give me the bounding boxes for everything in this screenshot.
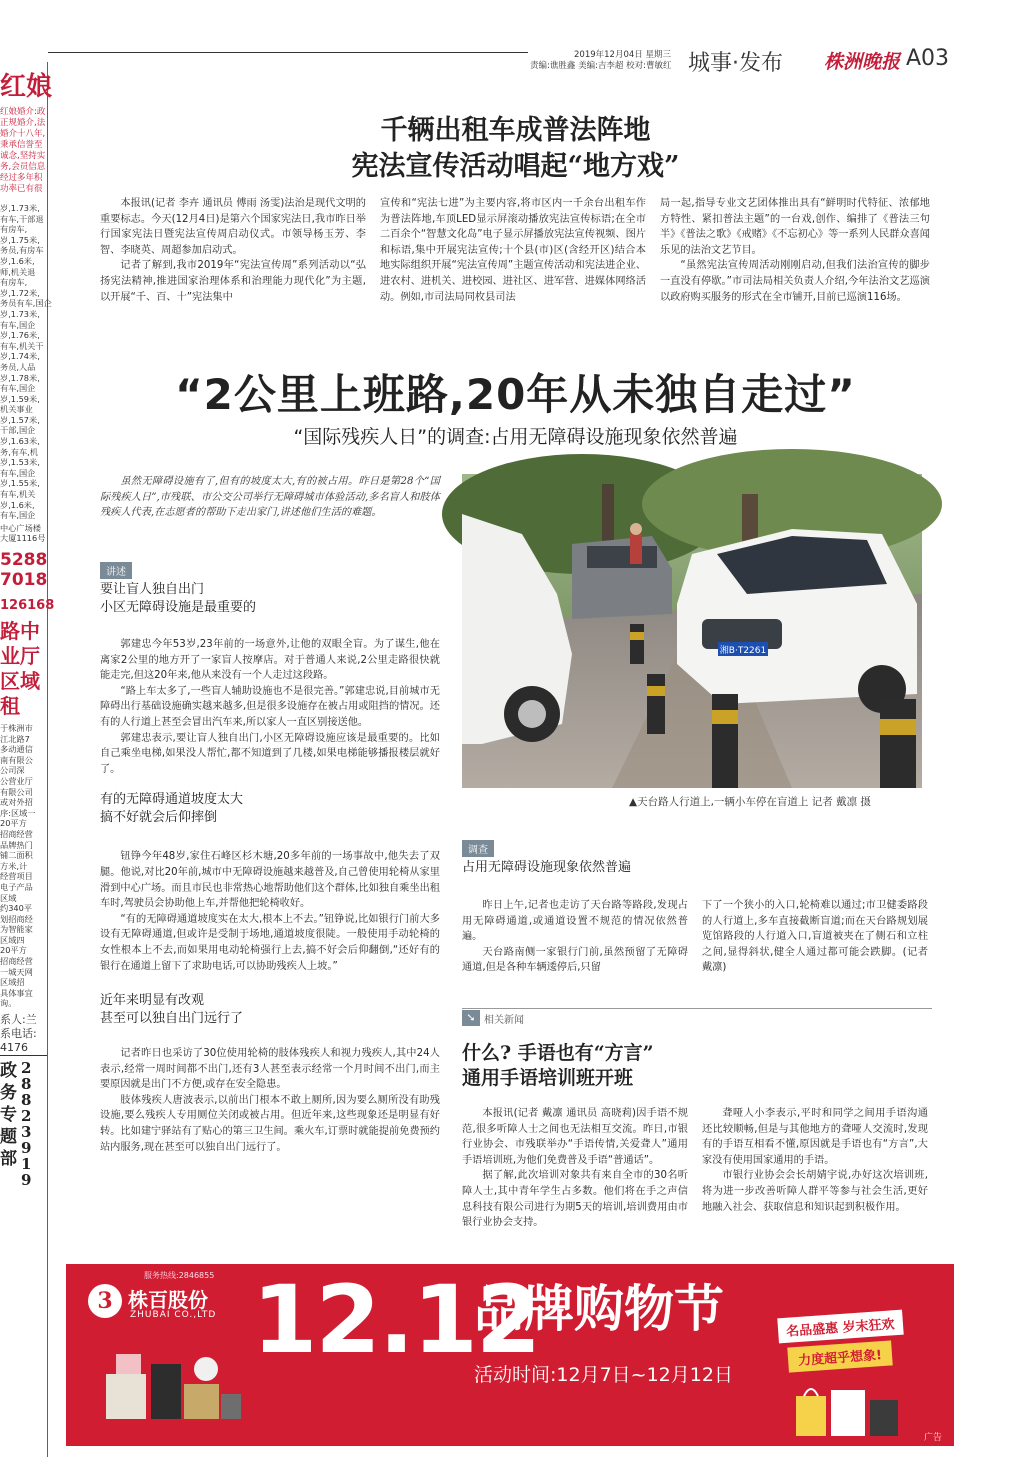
article3-tag: 相关新闻 xyxy=(484,1014,524,1026)
strip-body-line: 机关事业 xyxy=(0,404,33,415)
strip-body-line: 岁,1.72米, xyxy=(0,287,40,298)
strip-body2-line: 区域 xyxy=(0,892,17,903)
strip-red-line: 秉承信誉至 xyxy=(0,140,43,150)
strip-vertical-b-char: 9 xyxy=(21,1171,32,1190)
article2-intro: 虽然无障碍设施有了,但有的坡度太大,有的被占用。昨日是第28个“国际残疾人日”,市残联、市公交公司举行无障碍城市体验活动,多名盲人和肢体残疾人代表,在志愿者的帮助下走出家门,讲述他们生活的难题。 xyxy=(100,476,440,519)
strip-body2-line: 公司深 xyxy=(0,765,25,776)
ad-brand-cn: 株百股份 xyxy=(128,1288,208,1312)
article2-paragraph: 肢体残疾人唐波表示,以前出门根本不敢上厕所,因为要么厕所没有助残设施,要么残疾人专用厕位关闭或被占用。但近年来,这些现象还是明显有好转。比如建宁驿站有了贴心的第三卫生间。乘火车,订票时就能提前免费预约站内服务,现在甚至可以独自出门远行了。 xyxy=(100,1094,440,1153)
article2-right-col-a xyxy=(462,898,688,976)
article2-subheading-1a: 要让盲人独自出门 xyxy=(100,582,205,597)
ad-hotline: 服务热线:2846855 xyxy=(144,1271,215,1280)
ad-banner xyxy=(66,1264,954,1446)
strip-vertical-b-char: 1 xyxy=(21,1155,32,1174)
strip-ad-word-3: 区域 xyxy=(0,669,40,693)
article3-paragraph: 聋哑人小李表示,平时和同学之间用手语沟通还比较顺畅,但是与其他地方的聋哑人交流时,发现有的手语互相看不懂,原因就是手语也有“方言”,大家没有使用国家通用的手语。 xyxy=(702,1108,928,1166)
strip-body2-line: 区域招 xyxy=(0,977,25,988)
article3-rule xyxy=(462,1008,932,1009)
article3-paragraph: 据了解,此次培训对象共有来自全市的30名听障人士,其中青年学生占多数。他们将在手之声信息科技有限公司进行为期5天的培训,培训费用由市银行业协会支持。 xyxy=(462,1170,688,1229)
article2-left-column xyxy=(100,560,440,1155)
strip-body-line: 岁,1.74米, xyxy=(0,351,40,362)
license-plate: 湘B·T2261 xyxy=(719,646,767,656)
ad-slogan: 品牌购物节 xyxy=(474,1280,724,1338)
section-tag-narrate: 讲述 xyxy=(100,562,132,579)
article2-paragraph: 郭建忠表示,要让盲人独自出门,小区无障碍设施应该是最重要的。比如自己乘坐电梯,如果没人帮忙,都不知道到了几楼,如果电梯能够播报楼层就好了。 xyxy=(100,732,440,775)
article3-paragraph: 本报讯(记者 戴凛 通讯员 高晓莉)因手语不规范,很多听障人士之间也无法相互交流。昨日,市银行业协会、市残联举办“手语传情,关爱聋人”通用手语培训班,为他们免费普及手语“普通话”。 xyxy=(462,1108,688,1166)
article2-paragraph: 天台路南侧一家银行门前,虽然预留了无障碍通道,但是各种车辆逶停后,只留 xyxy=(462,946,688,974)
article1-paragraph: 局一起,指导专业文艺团体推出具有“鲜明时代特征、浓郁地方特性、紧扣普法主题”的一台戏,创作、编排了《普法三句半》《普法之歌》《戒赌》《不忘初心》等一系列人民群众喜闻乐见的法治文艺节目。 xyxy=(660,198,930,256)
article2-subheading-4: 占用无障碍设施现象依然普遍 xyxy=(462,860,632,875)
strip-body2-line: 为智能家 xyxy=(0,924,33,935)
strip-vertical-a xyxy=(0,1060,17,1188)
header-page: A03 xyxy=(906,46,950,71)
article2-subheading-2b: 搞不好就会后仰摔倒 xyxy=(100,810,218,826)
article1-title-2: 宪法宣传活动唱起“地方戏” xyxy=(351,151,680,182)
strip-body-line: 岁,1.75米, xyxy=(0,234,40,245)
strip-body2-line: 招商经营 xyxy=(0,956,33,967)
strip-phone-3: 126168 xyxy=(0,598,55,613)
article1-paragraph: 本报讯(记者 李卉 通讯员 傅雨 汤雯)法治是现代文明的重要标志。今天(12月4日)是第六个国家宪法日,我市昨日举行国家宪法日暨宪法宣传周启动仪式。市领导杨玉芳、李智、李晓英、周超参加启动式。 xyxy=(100,198,366,256)
strip-body-line: 岁,1.53米, xyxy=(0,457,40,468)
strip-body-line: 务员有车,国企 xyxy=(0,298,52,309)
strip-ad-word-1: 路中 xyxy=(0,619,40,643)
strip-body-line: 岁,1.57米, xyxy=(0,414,40,425)
strip-ad-word-2: 业厅 xyxy=(0,644,40,668)
strip-phone-1: 5288 xyxy=(0,550,48,570)
photo-caption: ▲天台路人行道上,一辆小车停在盲道上 记者 戴凛 摄 xyxy=(629,796,871,808)
header-brand: 株洲晚报 xyxy=(824,51,901,73)
strip-body2-line: 经营项目 xyxy=(0,871,33,882)
strip-addr-1: 中心广场楼 xyxy=(0,522,41,533)
article3-tag-row xyxy=(462,1010,524,1026)
strip-body2-block xyxy=(0,723,47,1009)
article2-paragraph: 郭建忠今年53岁,23年前的一场意外,让他的双眼全盲。为了谋生,他在离家2公里的地方开了一家盲人按摩店。对于普通人来说,2公里走路很快就能走完,但这20年来,他从来没有一个人走过这段路。 xyxy=(100,639,440,682)
strip-body-line: 有房车, xyxy=(0,277,28,288)
strip-body-line: 有车,国企 xyxy=(0,383,36,394)
header-rule xyxy=(48,52,528,53)
article2-subheading-3a: 近年来明显有改观 xyxy=(100,993,205,1009)
strip-body2-line: 20平方 xyxy=(0,945,27,956)
strip-body-line: 务员,人品 xyxy=(0,361,36,372)
strip-red-line: 经过多年积 xyxy=(0,173,43,183)
article1-col-3 xyxy=(660,196,930,305)
strip-body2-line: 公营业厅 xyxy=(0,775,33,786)
strip-body2-line: 划招商经 xyxy=(0,913,33,924)
strip-body2-line: 约340平 xyxy=(0,903,33,914)
article3-title-2: 通用手语培训班开班 xyxy=(462,1067,634,1089)
article2-right-col-b xyxy=(702,898,928,976)
article2-paragraph: 记者昨日也采访了30位使用轮椅的肢体残疾人和视力残疾人,其中24人表示,经常一周时间都不出门,还有3人甚至表示经常一个月时间不出门,而主要原因就是出门不方便,或存在安全隐患。 xyxy=(100,1048,440,1091)
strip-body2-line: 方米,计 xyxy=(0,860,28,871)
strip-body-line: 岁,1.73米, xyxy=(0,308,40,319)
strip-vertical-b-char: 9 xyxy=(21,1139,32,1158)
strip-ad-word-4: 租 xyxy=(0,694,20,718)
header-editors: 责编:谯胜鑫 美编:吉李超 校对:曹敏红 xyxy=(530,61,672,71)
strip-red-line: 红娘婚介:政 xyxy=(0,107,46,117)
strip-body2-line: 招商经营 xyxy=(0,828,33,839)
article3-title-1: 什么? 手语也有“方言” xyxy=(462,1042,654,1064)
article2-paragraph: 下了一个狭小的入口,轮椅难以通过;市卫健委路段的人行道上,多车直接截断盲道;而在天台路规划展览馆路段的人行道入口,盲道被夹在了侧石和立柱之间,显得斜状,健全人通过都可能会跌脚。(记者 戴凛) xyxy=(702,900,928,974)
article1-paragraph: 记者了解到,我市2019年“宪法宣传周”系列活动以“弘扬宪法精神,推进国家治理体系和治理能力现代化”为主题,以开展“千、百、十”宪法集中 xyxy=(100,260,366,303)
strip-body2-line: 于株洲市 xyxy=(0,723,33,733)
strip-body-line: 岁,1.78米, xyxy=(0,372,40,383)
strip-body2-line: 电子产品 xyxy=(0,881,33,892)
strip-body-line: 岁,1.63米, xyxy=(0,436,40,447)
strip-phone-2: 7018 xyxy=(0,570,48,590)
article1-paragraph: “虽然宪法宣传周活动刚刚启动,但我们法治宣传的脚步一直没有停歇。”市司法局相关负责人介绍,今年法治文艺巡演以政府购买服务的形式在全市铺开,目前已巡演116场。 xyxy=(660,260,930,303)
left-edge-strip xyxy=(0,62,55,1457)
article3-paragraph: 市银行业协会会长胡婧宇说,办好这次培训班,将为进一步改善听障人群平等参与社会生活,更好地融入社会、获取信息和知识起到积极作用。 xyxy=(702,1170,928,1213)
gift-boxes-icon xyxy=(96,1334,246,1434)
article2-subheading-3b: 甚至可以独自出门远行了 xyxy=(100,1011,244,1027)
ad-big-date: 12.12 xyxy=(252,1266,540,1375)
strip-body-line: 岁,1.6米, xyxy=(0,499,35,510)
ad-time: 活动时间:12月7日~12月12日 xyxy=(474,1364,733,1386)
strip-vertical-b-char: 8 xyxy=(21,1075,32,1094)
header-date: 2019年12月04日 星期三 xyxy=(574,50,671,60)
strip-body-line: 有车,国企 xyxy=(0,319,36,330)
strip-title: 红娘 xyxy=(0,72,53,102)
article2-subhead: “国际残疾人日”的调查:占用无障碍设施现象依然普遍 xyxy=(293,426,738,448)
strip-body2-line: 多动通信 xyxy=(0,744,33,755)
article2-subheading-1b: 小区无障碍设施是最重要的 xyxy=(100,600,257,615)
strip-addr-2: 大厦1116号 xyxy=(0,533,46,544)
strip-body2-line: 品牌热门 xyxy=(0,839,33,850)
strip-body-line: 干部,国企 xyxy=(0,425,36,436)
article2-paragraph: “有的无障碍通道坡度实在太大,根本上不去。”钮铮说,比如银行门前大多设有无障碍通道,但或许是受制于场地,通道坡度很陡。一般使用手动轮椅的女性根本上不去,而如果用电动轮椅强行上去,搞不好会后仰翻倒,“还好有的银行在通道上留下了求助电话,可以协助残疾人上坡。” xyxy=(100,913,440,972)
strip-vertical-b-char: 3 xyxy=(21,1123,32,1142)
strip-contact-3: 4176 xyxy=(0,1041,47,1056)
strip-red-line: 务,会员信息 xyxy=(0,162,46,172)
article2-paragraph: 钮铮今年48岁,家住石峰区杉木塘,20多年前的一场事故中,他失去了双腿。他说,对比20年前,城市中无障碍设施越来越普及,自己曾使用轮椅从家里滑到中心广场。而且市民也非常热心地帮助他们这个群体,比如独自乘坐出租车时,驾驶员会协助他上车,并帮他把轮椅收好。 xyxy=(100,851,440,910)
article3-col-2 xyxy=(702,1106,928,1215)
article2-paragraph: 昨日上午,记者也走访了天台路等路段,发现占用无障碍通道,或通道设置不规范的情况依然普遍。 xyxy=(462,900,688,943)
strip-vertical-a-char: 部 xyxy=(0,1149,17,1170)
strip-body-line: 有车,干部退 xyxy=(0,213,44,224)
article2-headline: “2公里上班路,20年从未独自走过” xyxy=(175,370,856,419)
strip-vertical-contact xyxy=(0,1060,47,1188)
strip-contact-2: 系电话: xyxy=(0,1027,37,1041)
strip-body2-line: 有限公司 xyxy=(0,786,33,797)
strip-body-line: 岁,1.73米, xyxy=(0,203,40,213)
article1-col-1 xyxy=(100,196,366,305)
strip-body2-line: 南有限公 xyxy=(0,754,33,765)
strip-body2-line: 20平方 xyxy=(0,818,27,829)
strip-red-line: 婚介十八年, xyxy=(0,129,46,139)
ad-label: 广告 xyxy=(924,1433,943,1443)
strip-body-line: 有车,机关干 xyxy=(0,340,44,351)
article1-title-1: 千辆出租车成普法阵地 xyxy=(380,115,651,146)
strip-contact-1: 系人:兰 xyxy=(0,1013,37,1027)
strip-body-line: 务,有车,机 xyxy=(0,446,38,457)
strip-body2-line: 询。 xyxy=(0,998,17,1009)
street-photo xyxy=(462,474,922,788)
strip-vertical-a-char: 专 xyxy=(0,1105,17,1126)
article2-paragraph: “路上车太多了,一些盲人辅助设施也不是很完善。”郭建忠说,目前城市无障碍出行基础设施确实越来越多,但是很多设施存在被占用或阻挡的情况。还有的人行道上甚至会冒出汽车来,所以家人一直区别接送他。 xyxy=(100,685,440,728)
strip-vertical-a-char: 务 xyxy=(0,1083,17,1104)
strip-red-line: 诚念,坚持实 xyxy=(0,151,46,161)
ad-brand-en: ZHUBAI CO.,LTD xyxy=(130,1310,217,1320)
strip-body-line: 有房车, xyxy=(0,224,28,235)
shopping-bag-icon xyxy=(786,1376,926,1440)
section-tag-investigate: 调查 xyxy=(462,840,494,857)
strip-vertical-b-char: 2 xyxy=(21,1059,32,1078)
zhubai-logo-icon: 3 xyxy=(88,1284,122,1318)
strip-body-line: 有车,国企 xyxy=(0,510,36,521)
strip-body2-line: 铺二面积 xyxy=(0,850,33,861)
strip-body-line: 岁,1.6米, xyxy=(0,255,35,266)
strip-body2-line: 或对外招 xyxy=(0,797,33,808)
ad-badge-1: 名品盛惠 岁末狂欢 xyxy=(777,1310,903,1344)
strip-body-line: 有车,机关 xyxy=(0,489,36,500)
header-section: 城事·发布 xyxy=(688,51,783,76)
strip-vertical-b-char: 2 xyxy=(21,1107,32,1126)
ad-shopping-bags xyxy=(786,1376,926,1440)
strip-vertical-a-char: 题 xyxy=(0,1127,17,1148)
strip-body-line: 师,机关退 xyxy=(0,266,36,277)
strip-red-line: 功率已有很 xyxy=(0,184,43,194)
article3-col-1 xyxy=(462,1106,688,1231)
article1-col-2 xyxy=(380,196,646,305)
arrow-icon: ➘ xyxy=(462,1010,480,1026)
ad-badge-2: 力度超乎想象! xyxy=(787,1340,892,1372)
photo-illustration xyxy=(462,474,922,788)
strip-body2-line: 一城天网 xyxy=(0,966,33,977)
strip-body-line: 有车,国企 xyxy=(0,467,36,478)
strip-vertical-b-char: 8 xyxy=(21,1091,32,1110)
strip-red-line: 正规婚介,法 xyxy=(0,118,46,128)
strip-body-line: 岁,1.55米, xyxy=(0,478,40,489)
article1-paragraph: 宣传和“宪法七进”为主要内容,将市区内一千余台出租车作为普法阵地,车顶LED显示屏滚动播放宪法宣传标语;在全市二百余个“智慧文化岛”电子显示屏播放宪法宣传视频、图片和标语,集中开展宪法宣传;十个县(市)区(含经开区)结合本地实际组织开展“宪法宣传周”主题宣传活动和宪法进企业、进农村、进机关、进校园、进社区、进军营、进媒体网络活动。例如,市司法局同枚县司法 xyxy=(380,198,646,303)
article2-right-column xyxy=(462,838,932,877)
strip-body2-line: 序:区域一 xyxy=(0,807,36,818)
strip-vertical-b xyxy=(21,1060,31,1188)
ad-gift-illustration xyxy=(96,1334,246,1434)
article2-subheading-2a: 有的无障碍通道坡度太大 xyxy=(100,792,244,808)
strip-body2-line: 区域四 xyxy=(0,934,25,945)
strip-body2-line: 江北路7 xyxy=(0,733,30,744)
strip-vertical-a-char: 政 xyxy=(0,1061,17,1082)
strip-body-line: 岁,1.76米, xyxy=(0,330,40,341)
strip-body-line: 岁,1.59米, xyxy=(0,393,40,404)
strip-body2-line: 具体事宜 xyxy=(0,987,33,998)
strip-body-line: 务员,有房车 xyxy=(0,245,44,256)
